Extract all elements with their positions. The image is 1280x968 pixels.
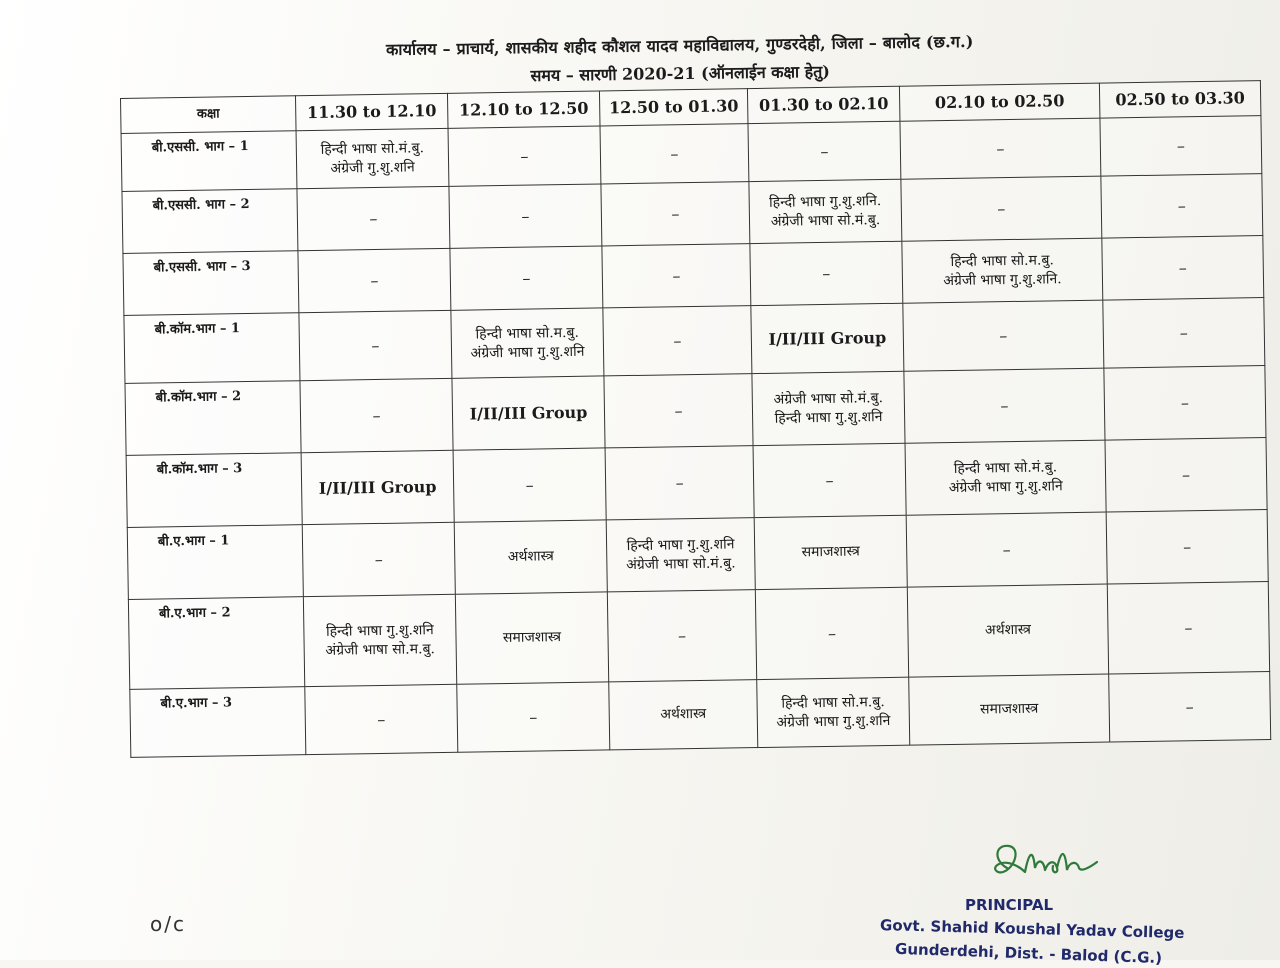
schedule-cell <box>296 128 449 188</box>
schedule-cell <box>755 587 908 679</box>
subject-line: – <box>369 208 378 228</box>
subject-line: – <box>1000 395 1009 415</box>
schedule-title: समय – सारणी 2020-21 (ऑनलाईन कक्षा हेतु) <box>530 61 831 86</box>
class-name-cell: बी.कॉम.भाग – 2 <box>125 381 301 456</box>
subject-line: – <box>672 265 681 286</box>
schedule-cell <box>751 303 904 373</box>
subject-line: हिन्दी भाषा सो.म.बु. <box>475 324 580 343</box>
subject-line: – <box>999 325 1008 345</box>
subject-line: – <box>1185 696 1194 717</box>
schedule-cell <box>1104 366 1266 441</box>
subject-line: अंग्रेजी भाषा सो.म.बु. <box>325 640 436 659</box>
schedule-cell <box>1109 672 1271 743</box>
schedule-cell <box>1100 116 1262 177</box>
schedule-cell <box>750 241 903 305</box>
schedule-cell <box>906 512 1107 587</box>
schedule-cell <box>600 124 749 184</box>
schedule-cell <box>903 300 1104 371</box>
class-name-cell: बी.एससी. भाग – 1 <box>121 131 297 192</box>
subject-line: – <box>522 268 531 288</box>
schedule-cell <box>455 592 608 684</box>
class-name-cell: बी.कॉम.भाग – 1 <box>124 313 300 384</box>
subject-line: समाजशास्त्र <box>801 543 860 561</box>
schedule-cell <box>749 179 902 243</box>
slot-header: 12.50 to 01.30 <box>599 89 748 126</box>
class-name-cell: बी.ए.भाग – 2 <box>128 597 304 690</box>
schedule-cell <box>603 306 752 376</box>
subject-line: – <box>820 141 829 161</box>
schedule-cell <box>901 176 1102 241</box>
schedule-cell <box>1102 236 1264 301</box>
subject-line: I/II/III Group <box>768 327 887 349</box>
schedule-cell <box>605 446 754 520</box>
subject-line: हिन्दी भाषा सो.म.बु. <box>781 693 885 712</box>
class-name-cell: बी.एससी. भाग – 3 <box>123 251 299 316</box>
schedule-cell <box>748 121 901 181</box>
schedule-cell <box>902 238 1103 303</box>
timetable-container <box>120 80 1270 758</box>
subject-line: – <box>997 198 1006 218</box>
subject-line: – <box>1180 392 1190 413</box>
class-name-cell: बी.कॉम.भाग – 3 <box>126 453 302 528</box>
subject-line: – <box>1177 195 1186 216</box>
subject-line: अर्थशास्त्र <box>660 705 707 723</box>
schedule-cell <box>900 118 1101 179</box>
office-title: कार्यालय – प्राचार्य, शासकीय शहीद कौशल यादव महाविद्यालय, गुण्डरदेही, जिला – बालोद (छ.ग.) <box>385 31 974 60</box>
schedule-cell <box>449 184 602 248</box>
schedule-cell <box>753 443 906 517</box>
schedule-cell <box>453 448 606 522</box>
handwritten-note: o/c <box>150 912 186 936</box>
subject-line: – <box>825 470 834 490</box>
schedule-cell <box>305 684 458 754</box>
class-column-header: कक्षा <box>121 96 297 134</box>
schedule-cell <box>448 126 601 186</box>
subject-line: – <box>1181 464 1191 485</box>
subject-line: – <box>827 623 837 643</box>
schedule-cell <box>451 308 604 378</box>
class-name-cell: बी.ए.भाग – 3 <box>130 687 306 758</box>
schedule-cell <box>298 248 451 312</box>
timetable <box>120 80 1271 758</box>
schedule-cell <box>1103 298 1265 369</box>
subject-line: – <box>1178 257 1187 278</box>
schedule-cell <box>300 378 453 452</box>
schedule-cell <box>297 186 450 250</box>
schedule-cell <box>450 246 603 310</box>
schedule-cell <box>752 371 905 445</box>
principal-title: PRINCIPAL <box>965 896 1054 914</box>
subject-line: – <box>372 405 381 425</box>
subject-line: हिन्दी भाषा गु.शु.शनि <box>626 536 735 554</box>
schedule-cell <box>1105 438 1267 513</box>
subject-line: हिन्दी भाषा गु.शु.शनि. <box>768 192 882 211</box>
college-seal-name: Govt. Shahid Koushal Yadav College <box>879 916 1185 943</box>
subject-line: I/II/III Group <box>318 476 437 498</box>
schedule-cell <box>601 182 750 246</box>
slot-header: 02.50 to 03.30 <box>1099 81 1261 119</box>
subject-line: – <box>371 335 380 355</box>
subject-line: अंग्रेजी भाषा गु.शु.शनि. <box>943 270 1062 289</box>
principal-signature <box>985 838 1105 890</box>
subject-line: हिन्दी भाषा सो.म.बु. <box>950 251 1054 270</box>
subject-line: अंग्रेजी भाषा गु.शु.शनि <box>776 712 891 731</box>
subject-line: अंग्रेजी भाषा गु.शु.शनि <box>948 477 1063 496</box>
schedule-cell <box>301 450 454 524</box>
slot-header: 01.30 to 02.10 <box>747 86 900 123</box>
timetable-body <box>121 116 1271 758</box>
subject-line: अंग्रेजी भाषा सो.मं.बु. <box>773 389 884 408</box>
slot-header: 12.10 to 12.50 <box>447 91 600 128</box>
subject-line: हिन्दी भाषा गु.शु.शनि <box>325 621 434 640</box>
subject-line: समाजशास्त्र <box>979 700 1039 718</box>
schedule-cell <box>607 590 756 682</box>
college-seal-address: Gunderdehi, Dist. - Balod (C.G.) <box>894 939 1163 968</box>
schedule-cell <box>757 677 910 747</box>
schedule-cell <box>905 440 1106 515</box>
schedule-cell <box>299 310 452 380</box>
subject-line: – <box>677 625 687 646</box>
slot-header: 11.30 to 12.10 <box>295 93 448 130</box>
subject-line: अंग्रेजी भाषा सो.मं.बु. <box>626 554 736 573</box>
subject-line: हिन्दी भाषा सो.मं.बु. <box>953 458 1058 477</box>
schedule-cell <box>754 515 907 589</box>
subject-line: – <box>520 146 529 166</box>
subject-line: – <box>674 400 683 421</box>
subject-line: – <box>1179 322 1188 343</box>
schedule-cell <box>303 594 456 686</box>
schedule-cell <box>604 374 753 448</box>
subject-line: हिन्दी भाषा सो.मं.बु. <box>320 139 425 158</box>
schedule-cell <box>602 244 751 308</box>
schedule-cell <box>606 518 755 592</box>
subject-line: – <box>670 143 679 164</box>
subject-line: – <box>374 549 383 569</box>
subject-line: – <box>521 206 530 226</box>
schedule-cell <box>457 682 610 752</box>
slot-header: 02.10 to 02.50 <box>899 83 1100 121</box>
subject-line: – <box>1002 539 1011 559</box>
subject-line: अर्थशास्त्र <box>507 548 554 566</box>
class-name-cell: बी.ए.भाग – 1 <box>127 525 303 600</box>
schedule-cell <box>1107 582 1269 675</box>
subject-line: अंग्रेजी भाषा गु.शु.शनि <box>470 343 585 362</box>
subject-line: – <box>1183 536 1192 557</box>
subject-line: अर्थशास्त्र <box>984 621 1032 639</box>
subject-line: – <box>675 472 684 493</box>
subject-line: – <box>529 707 538 727</box>
subject-line: – <box>822 263 831 283</box>
subject-line: – <box>1184 617 1193 638</box>
class-name-cell: बी.एससी. भाग – 2 <box>122 189 298 254</box>
schedule-cell <box>907 584 1108 677</box>
schedule-cell <box>609 680 758 750</box>
subject-line: I/II/III Group <box>469 402 588 424</box>
schedule-cell <box>454 520 607 594</box>
subject-line: अंग्रेजी भाषा सो.मं.बु. <box>770 211 881 230</box>
subject-line: – <box>525 475 534 495</box>
schedule-cell <box>909 674 1110 745</box>
subject-line: – <box>1176 135 1186 156</box>
subject-line: – <box>671 203 680 224</box>
schedule-cell <box>904 368 1105 443</box>
subject-line: हिन्दी भाषा गु.शु.शनि <box>774 408 883 427</box>
subject-line: – <box>377 709 386 729</box>
schedule-cell <box>1101 174 1263 239</box>
schedule-cell <box>1106 510 1268 585</box>
subject-line: समाजशास्त्र <box>502 629 562 647</box>
subject-line: – <box>370 270 379 290</box>
subject-line: – <box>673 330 682 351</box>
subject-line: अंग्रेजी गु.शु.शनि <box>330 158 415 177</box>
schedule-cell <box>452 376 605 450</box>
schedule-cell <box>302 522 455 596</box>
subject-line: – <box>996 138 1005 158</box>
